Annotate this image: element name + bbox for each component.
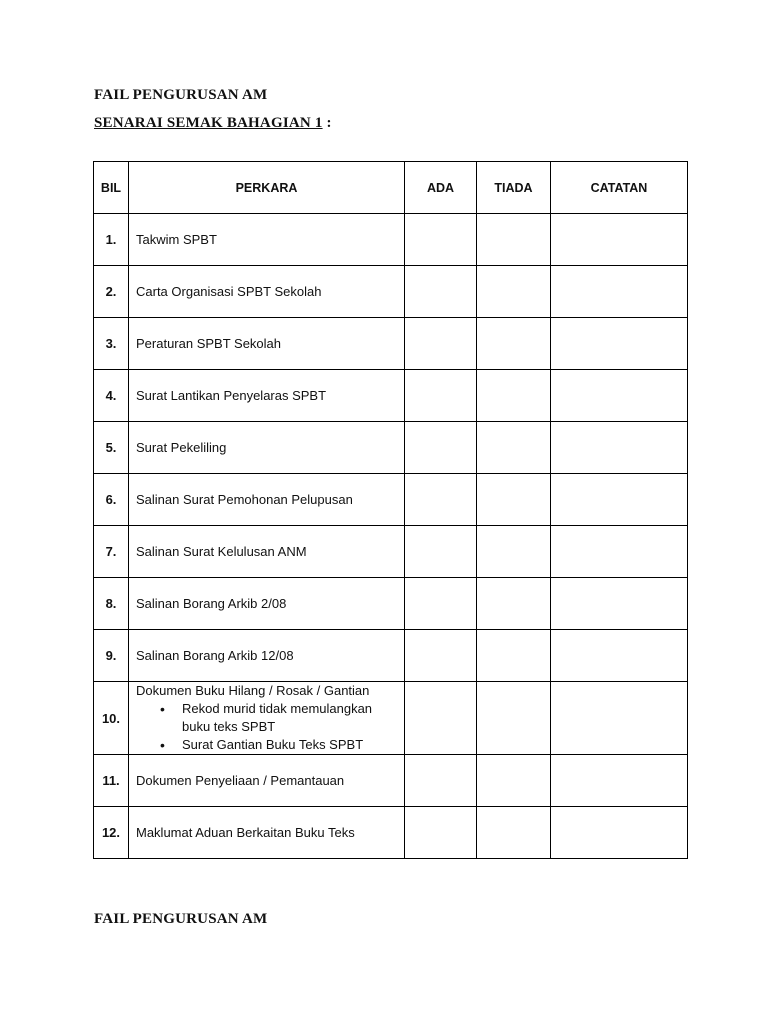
row-number: 9. xyxy=(94,630,129,682)
ada-cell[interactable] xyxy=(405,266,477,318)
row-item-label: Surat Lantikan Penyelaras SPBT xyxy=(136,387,327,403)
row-item-label: Maklumat Aduan Berkaitan Buku Teks xyxy=(136,824,355,840)
column-header-ada: ADA xyxy=(405,162,477,214)
row-number: 5. xyxy=(94,422,129,474)
row-item xyxy=(129,318,405,370)
row-number: 3. xyxy=(94,318,129,370)
section-title-text: SENARAI SEMAK BAHAGIAN 1 xyxy=(94,115,323,131)
row-number: 1. xyxy=(94,214,129,266)
table-row xyxy=(94,474,688,526)
row-item xyxy=(129,755,405,807)
row-item-label: Carta Organisasi SPBT Sekolah xyxy=(136,283,322,299)
row-number: 4. xyxy=(94,370,129,422)
tiada-cell[interactable] xyxy=(477,578,551,630)
section-title-colon: : xyxy=(322,115,332,131)
tiada-cell[interactable] xyxy=(477,422,551,474)
tiada-cell[interactable] xyxy=(477,630,551,682)
catatan-cell[interactable] xyxy=(551,266,688,318)
ada-cell[interactable] xyxy=(405,214,477,266)
row-subitem: • Rekod murid tidak memulangkan buku teks SPBT xyxy=(182,700,400,736)
ada-cell[interactable] xyxy=(405,630,477,682)
row-number: 8. xyxy=(94,578,129,630)
row-item-label: Salinan Surat Kelulusan ANM xyxy=(136,543,307,559)
catatan-cell[interactable] xyxy=(551,370,688,422)
catatan-cell[interactable] xyxy=(551,474,688,526)
catatan-cell[interactable] xyxy=(551,807,688,859)
table-row xyxy=(94,318,688,370)
row-item-label: Takwim SPBT xyxy=(136,231,217,247)
catatan-cell[interactable] xyxy=(551,755,688,807)
ada-cell[interactable] xyxy=(405,422,477,474)
catatan-cell[interactable] xyxy=(551,630,688,682)
catatan-cell[interactable] xyxy=(551,526,688,578)
table-row xyxy=(94,807,688,859)
ada-cell[interactable] xyxy=(405,755,477,807)
tiada-cell[interactable] xyxy=(477,807,551,859)
table-row xyxy=(94,266,688,318)
checklist-table xyxy=(93,161,688,859)
tiada-cell[interactable] xyxy=(477,318,551,370)
row-item-label: Salinan Borang Arkib 2/08 xyxy=(136,595,287,611)
column-header-perkara: PERKARA xyxy=(129,162,405,214)
row-number: 2. xyxy=(94,266,129,318)
column-header-bil: BIL xyxy=(94,162,129,214)
tiada-cell[interactable] xyxy=(477,214,551,266)
table-row xyxy=(94,214,688,266)
catatan-cell[interactable] xyxy=(551,578,688,630)
row-number: 11. xyxy=(94,755,129,807)
ada-cell[interactable] xyxy=(405,682,477,755)
ada-cell[interactable] xyxy=(405,526,477,578)
catatan-cell[interactable] xyxy=(551,318,688,370)
row-subitem: • Surat Gantian Buku Teks SPBT xyxy=(182,736,400,754)
row-item-label: Salinan Borang Arkib 12/08 xyxy=(136,647,294,663)
tiada-cell[interactable] xyxy=(477,682,551,755)
row-subitem-list xyxy=(136,700,400,754)
document-title: FAIL PENGURUSAN AM xyxy=(94,87,268,103)
row-item-label: Dokumen Penyeliaan / Pemantauan xyxy=(136,772,345,788)
tiada-cell[interactable] xyxy=(477,474,551,526)
row-item-label: Dokumen Buku Hilang / Rosak / Gantian xyxy=(136,683,370,698)
column-header-tiada: TIADA xyxy=(477,162,551,214)
row-number: 10. xyxy=(94,682,129,755)
row-item xyxy=(129,214,405,266)
row-item xyxy=(129,578,405,630)
section-title xyxy=(94,115,332,132)
ada-cell[interactable] xyxy=(405,370,477,422)
table-row xyxy=(94,630,688,682)
table-row xyxy=(94,370,688,422)
catatan-cell[interactable] xyxy=(551,214,688,266)
ada-cell[interactable] xyxy=(405,807,477,859)
table-row xyxy=(94,422,688,474)
column-header-catatan: CATATAN xyxy=(551,162,688,214)
row-item-label: Surat Pekeliling xyxy=(136,439,227,455)
catatan-cell[interactable] xyxy=(551,422,688,474)
document-footer-title: FAIL PENGURUSAN AM xyxy=(94,911,268,927)
row-number: 12. xyxy=(94,807,129,859)
table-row xyxy=(94,526,688,578)
row-item xyxy=(129,474,405,526)
table-body xyxy=(94,214,688,859)
row-item-label: Peraturan SPBT Sekolah xyxy=(136,335,282,351)
row-number: 7. xyxy=(94,526,129,578)
tiada-cell[interactable] xyxy=(477,526,551,578)
row-item-label: Salinan Surat Pemohonan Pelupusan xyxy=(136,491,353,507)
tiada-cell[interactable] xyxy=(477,370,551,422)
ada-cell[interactable] xyxy=(405,474,477,526)
tiada-cell[interactable] xyxy=(477,266,551,318)
row-item xyxy=(129,807,405,859)
row-item xyxy=(129,682,405,755)
table-header-row xyxy=(94,162,688,214)
row-number: 6. xyxy=(94,474,129,526)
row-item xyxy=(129,422,405,474)
row-item xyxy=(129,370,405,422)
row-item xyxy=(129,630,405,682)
ada-cell[interactable] xyxy=(405,578,477,630)
table-row xyxy=(94,578,688,630)
row-item xyxy=(129,266,405,318)
table-row xyxy=(94,755,688,807)
tiada-cell[interactable] xyxy=(477,755,551,807)
catatan-cell[interactable] xyxy=(551,682,688,755)
table-row xyxy=(94,682,688,755)
ada-cell[interactable] xyxy=(405,318,477,370)
row-item xyxy=(129,526,405,578)
